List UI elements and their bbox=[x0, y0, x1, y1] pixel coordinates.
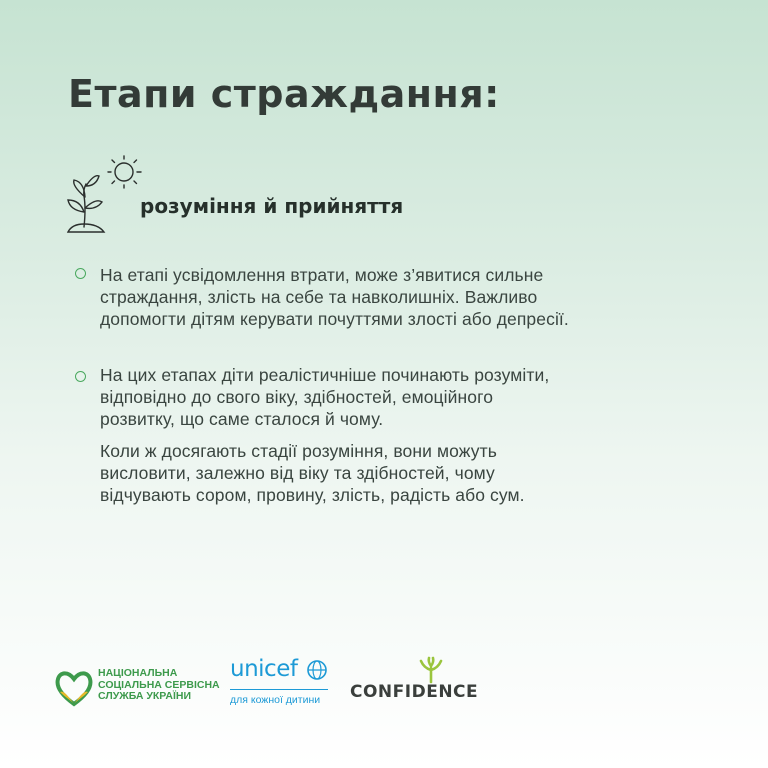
confidence-logo bbox=[350, 656, 490, 706]
nssu-name bbox=[98, 668, 238, 703]
nssu-line-1: НАЦІОНАЛЬНА bbox=[98, 667, 178, 679]
bullet-2-line-1: На цих етапах діти реалістичніше починають розуміти, bbox=[100, 365, 550, 385]
bullet-marker bbox=[75, 371, 86, 382]
bullet-2-line-2: відповідно до свого віку, здібностей, емоційного bbox=[100, 387, 494, 407]
heart-hands-icon bbox=[54, 668, 94, 708]
unicef-logo bbox=[230, 656, 334, 710]
nssu-line-3: СЛУЖБА УКРАЇНИ bbox=[98, 690, 191, 702]
unicef-globe-icon bbox=[306, 659, 328, 681]
bullet-1-line-2: страждання, злість на себе та навколишніх. Важливо bbox=[100, 287, 538, 307]
nssu-line-2: СОЦІАЛЬНА СЕРВІСНА bbox=[98, 678, 220, 691]
bullet-2-line-3: розвитку, що саме сталося й чому. bbox=[100, 409, 384, 429]
tree-icon bbox=[416, 656, 446, 684]
page-title: Етапи страждання: bbox=[68, 72, 500, 116]
plant-sprout-sun-icon bbox=[64, 150, 146, 238]
bullet-2-extra-line-2: висловити, залежно від віку та здібностей, чому bbox=[100, 463, 495, 483]
bullet-paragraph-1 bbox=[100, 264, 720, 330]
bullet-paragraph-2-continued bbox=[100, 440, 720, 506]
unicef-wordmark: unicef bbox=[230, 656, 298, 682]
unicef-divider bbox=[230, 689, 328, 690]
bullet-1-line-3: допомогти дітям керувати почуттями злості або депресії. bbox=[100, 309, 569, 329]
bullet-2-extra-line-3: відчувають сором, провину, злість, радість або сум. bbox=[100, 485, 525, 505]
section-subtitle: розуміння й прийняття bbox=[140, 194, 404, 218]
confidence-wordmark: CONFIDENCE bbox=[350, 682, 479, 702]
bullet-2-extra-line-1: Коли ж досягають стадії розуміння, вони можуть bbox=[100, 441, 497, 461]
unicef-tagline: для кожної дитини bbox=[230, 694, 321, 706]
bullet-1-line-1: На етапі усвідомлення втрати, може з’явитися сильне bbox=[100, 265, 544, 285]
bullet-marker bbox=[75, 268, 86, 279]
nssu-logo bbox=[54, 666, 234, 710]
partner-logos bbox=[0, 650, 768, 720]
bullet-paragraph-2 bbox=[100, 364, 720, 430]
